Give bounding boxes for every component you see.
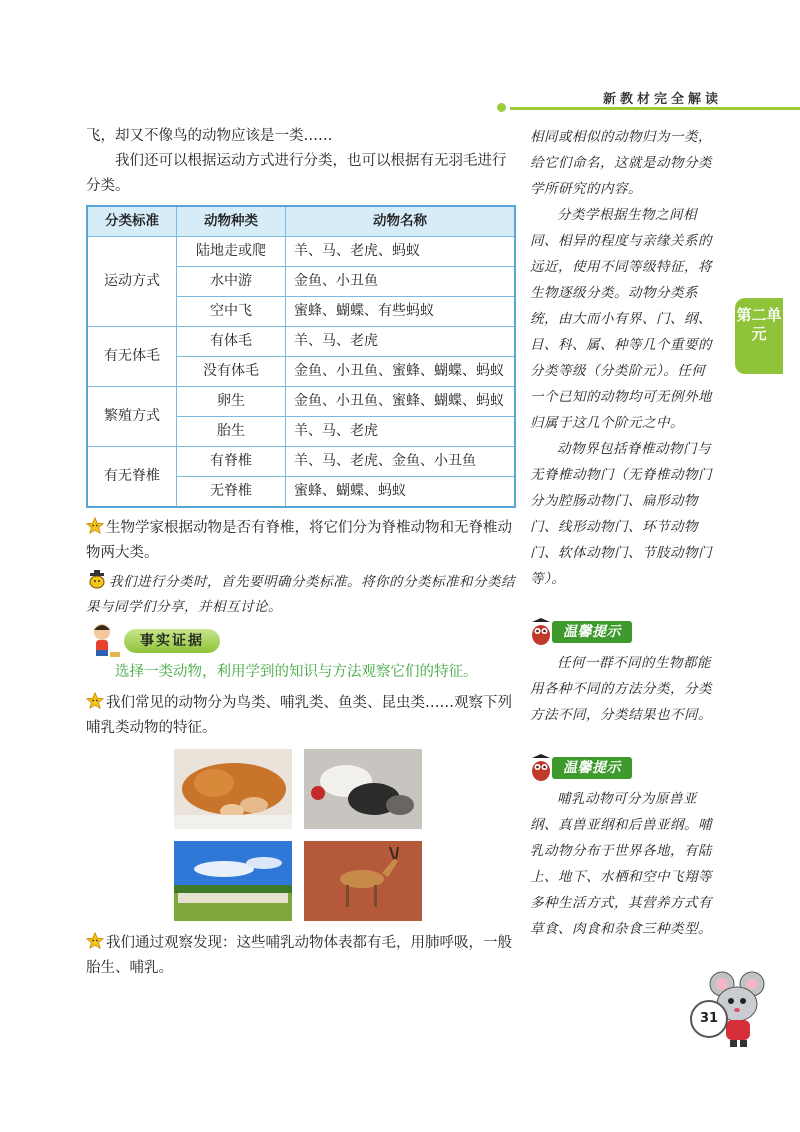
classification-table: [86, 205, 516, 508]
table-row: [87, 387, 515, 417]
star-icon: [86, 932, 104, 950]
main-column: [86, 124, 518, 981]
names-cell: 羊、马、老虎: [286, 417, 516, 447]
tip-box-2: [530, 754, 714, 782]
bee-icon: [86, 570, 108, 590]
fact-evidence-title: 事实证据: [124, 629, 220, 653]
header-rule: [510, 107, 800, 110]
table-header-row: [87, 206, 515, 237]
table-row: [87, 237, 515, 267]
names-cell: 金鱼、小丑鱼、蜜蜂、蝴蝶、蚂蚁: [286, 357, 516, 387]
kind-cell: 空中飞: [177, 297, 286, 327]
page-number: 31: [690, 1000, 728, 1038]
note-mammals-text: 我们常见的动物分为鸟类、哺乳类、鱼类、昆虫类……观察下列哺乳类动物的特征。: [86, 695, 512, 736]
photo-dog-nursing: [174, 749, 292, 829]
intro-line-1: 飞，却又不像鸟的动物应该是一类……: [86, 128, 333, 144]
note-vertebrate: [86, 516, 518, 566]
unit-tab: 第二单元: [735, 298, 783, 374]
tip-box-1: [530, 618, 714, 646]
kind-cell: 没有体毛: [177, 357, 286, 387]
intro-line-2: 我们还可以根据运动方式进行分类，也可以根据有无羽毛进行分类。: [86, 153, 507, 194]
photo-kittens: [304, 749, 422, 829]
names-cell: 羊、马、老虎、金鱼、小丑鱼: [286, 447, 516, 477]
mammal-photos: [86, 749, 518, 925]
tip-text-1: 任何一群不同的生物都能用各种不同的方法分类，分类方法不同，分类结果也不同。: [530, 655, 712, 723]
note-observation: [86, 931, 518, 981]
names-cell: 金鱼、小丑鱼: [286, 267, 516, 297]
names-cell: 蜜蜂、蝴蝶、有些蚂蚁: [286, 297, 516, 327]
kind-cell: 水中游: [177, 267, 286, 297]
side-para-3: 动物界包括脊椎动物门与无脊椎动物门（无脊椎动物门分为腔肠动物门、扁形动物门、线形动物门、环节动物门、软体动物门、节肢动物门等）。: [530, 441, 712, 587]
note-vertebrate-text: 生物学家根据动物是否有脊椎，将它们分为脊椎动物和无脊椎动物两大类。: [86, 520, 512, 561]
table-row: [87, 447, 515, 477]
names-cell: 金鱼、小丑鱼、蜜蜂、蝴蝶、蚂蚁: [286, 387, 516, 417]
names-cell: 蜜蜂、蝴蝶、蚂蚁: [286, 477, 516, 508]
names-cell: 羊、马、老虎: [286, 327, 516, 357]
owl-icon: [530, 618, 552, 646]
kid-icon: [88, 622, 122, 660]
owl-icon: [530, 754, 552, 782]
photo-antelope: [304, 841, 422, 921]
note-observation-text: 我们通过观察发现：这些哺乳动物体表都有毛，用肺呼吸，一般胎生、哺乳。: [86, 935, 512, 976]
criterion-cell: 有无脊椎: [87, 447, 177, 508]
side-para-2: 分类学根据生物之间相同、相异的程度与亲缘关系的远近，使用不同等级特征，将生物逐级分类。动物分类系统，由大而小有界、门、纲、目、科、属、种等几个重要的分类等级（分类阶元）。任何一个已知的动物均可无例外地归属于这几个阶元之中。: [530, 207, 712, 431]
photo-sheep-field: [174, 841, 292, 921]
tip-text-2: 哺乳动物可分为原兽亚纲、真兽亚纲和后兽亚纲。哺乳动物分布于世界各地，有陆上、地下、水栖和空中飞翔等多种生活方式，其营养方式有草食、肉食和杂食三种类型。: [530, 791, 712, 937]
star-icon: [86, 692, 104, 710]
side-para-1: 相同或相似的动物归为一类，给它们命名，这就是动物分类学所研究的内容。: [530, 129, 712, 197]
table-row: [87, 327, 515, 357]
names-cell: 羊、马、老虎、蚂蚁: [286, 237, 516, 267]
header-criterion: 分类标准: [87, 206, 177, 237]
fact-evidence-line: 选择一类动物，利用学到的知识与方法观察它们的特征。: [115, 664, 478, 680]
fact-evidence-heading: [86, 624, 518, 660]
criterion-cell: 运动方式: [87, 237, 177, 327]
kind-cell: 有体毛: [177, 327, 286, 357]
side-column: [530, 124, 714, 942]
criterion-cell: 繁殖方式: [87, 387, 177, 447]
note-share-text: 我们进行分类时，首先要明确分类标准。将你的分类标准和分类结果与同学们分享，并相互讨论。: [86, 574, 515, 615]
header-title: 新教材完全解读: [602, 92, 722, 107]
header-dot: [497, 103, 506, 112]
kind-cell: 无脊椎: [177, 477, 286, 508]
criterion-cell: 有无体毛: [87, 327, 177, 387]
kind-cell: 有脊椎: [177, 447, 286, 477]
note-mammals: [86, 691, 518, 741]
note-share: [86, 570, 518, 620]
tip-title-2: 温馨提示: [552, 757, 632, 779]
header-kind: 动物种类: [177, 206, 286, 237]
tip-title-1: 温馨提示: [552, 621, 632, 643]
kind-cell: 胎生: [177, 417, 286, 447]
header-names: 动物名称: [286, 206, 516, 237]
kind-cell: 陆地走或爬: [177, 237, 286, 267]
kind-cell: 卵生: [177, 387, 286, 417]
star-icon: [86, 517, 104, 535]
